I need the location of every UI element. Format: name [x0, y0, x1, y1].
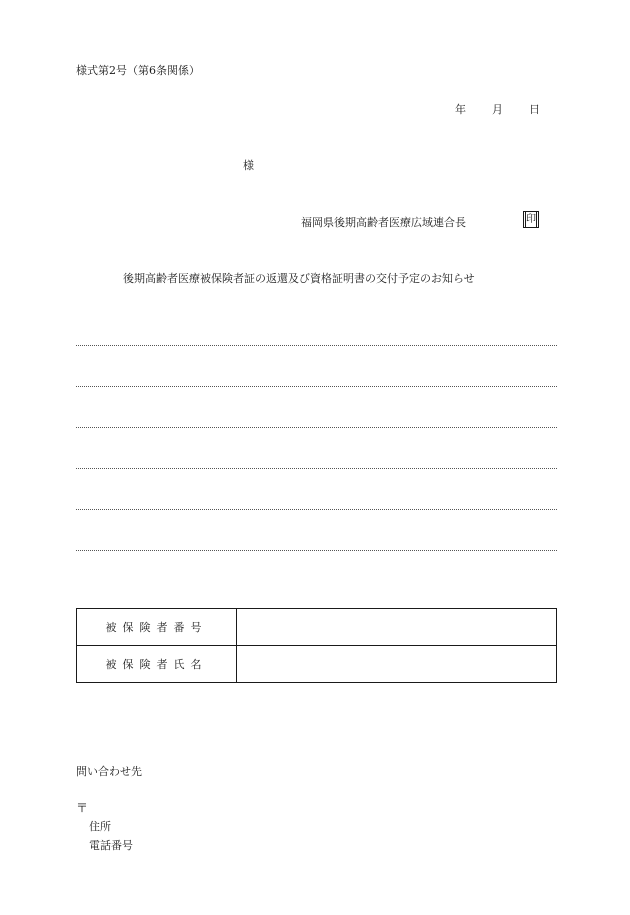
table-row [77, 646, 557, 683]
recipient-honorific: 様 [243, 159, 254, 172]
phone-label: 電話番号 [89, 839, 133, 852]
date-month-label: 月 [492, 103, 503, 116]
notice-line [76, 427, 557, 428]
insured-name-label: 被保険者氏名 [77, 646, 237, 683]
insured-name-value [237, 646, 557, 683]
document-title: 後期高齢者医療被保険者証の返還及び資格証明書の交付予定のお知らせ [123, 272, 475, 285]
issuer-name: 福岡県後期高齢者医療広域連合長 [301, 216, 466, 229]
notice-line [76, 550, 557, 551]
notice-line [76, 468, 557, 469]
date-day-label: 日 [529, 103, 540, 116]
date-year-label: 年 [455, 103, 466, 116]
insured-info-table [76, 608, 557, 683]
table-row [77, 609, 557, 646]
insured-number-value [237, 609, 557, 646]
postal-mark: 〒 [76, 801, 89, 815]
notice-line [76, 509, 557, 510]
address-label: 住所 [89, 820, 111, 833]
form-number: 様式第2号（第6条関係） [76, 64, 200, 77]
notice-line [76, 386, 557, 387]
contact-title: 問い合わせ先 [76, 765, 142, 778]
notice-line [76, 345, 557, 346]
insured-number-label: 被保険者番号 [77, 609, 237, 646]
seal-stamp: 印 [523, 211, 539, 228]
